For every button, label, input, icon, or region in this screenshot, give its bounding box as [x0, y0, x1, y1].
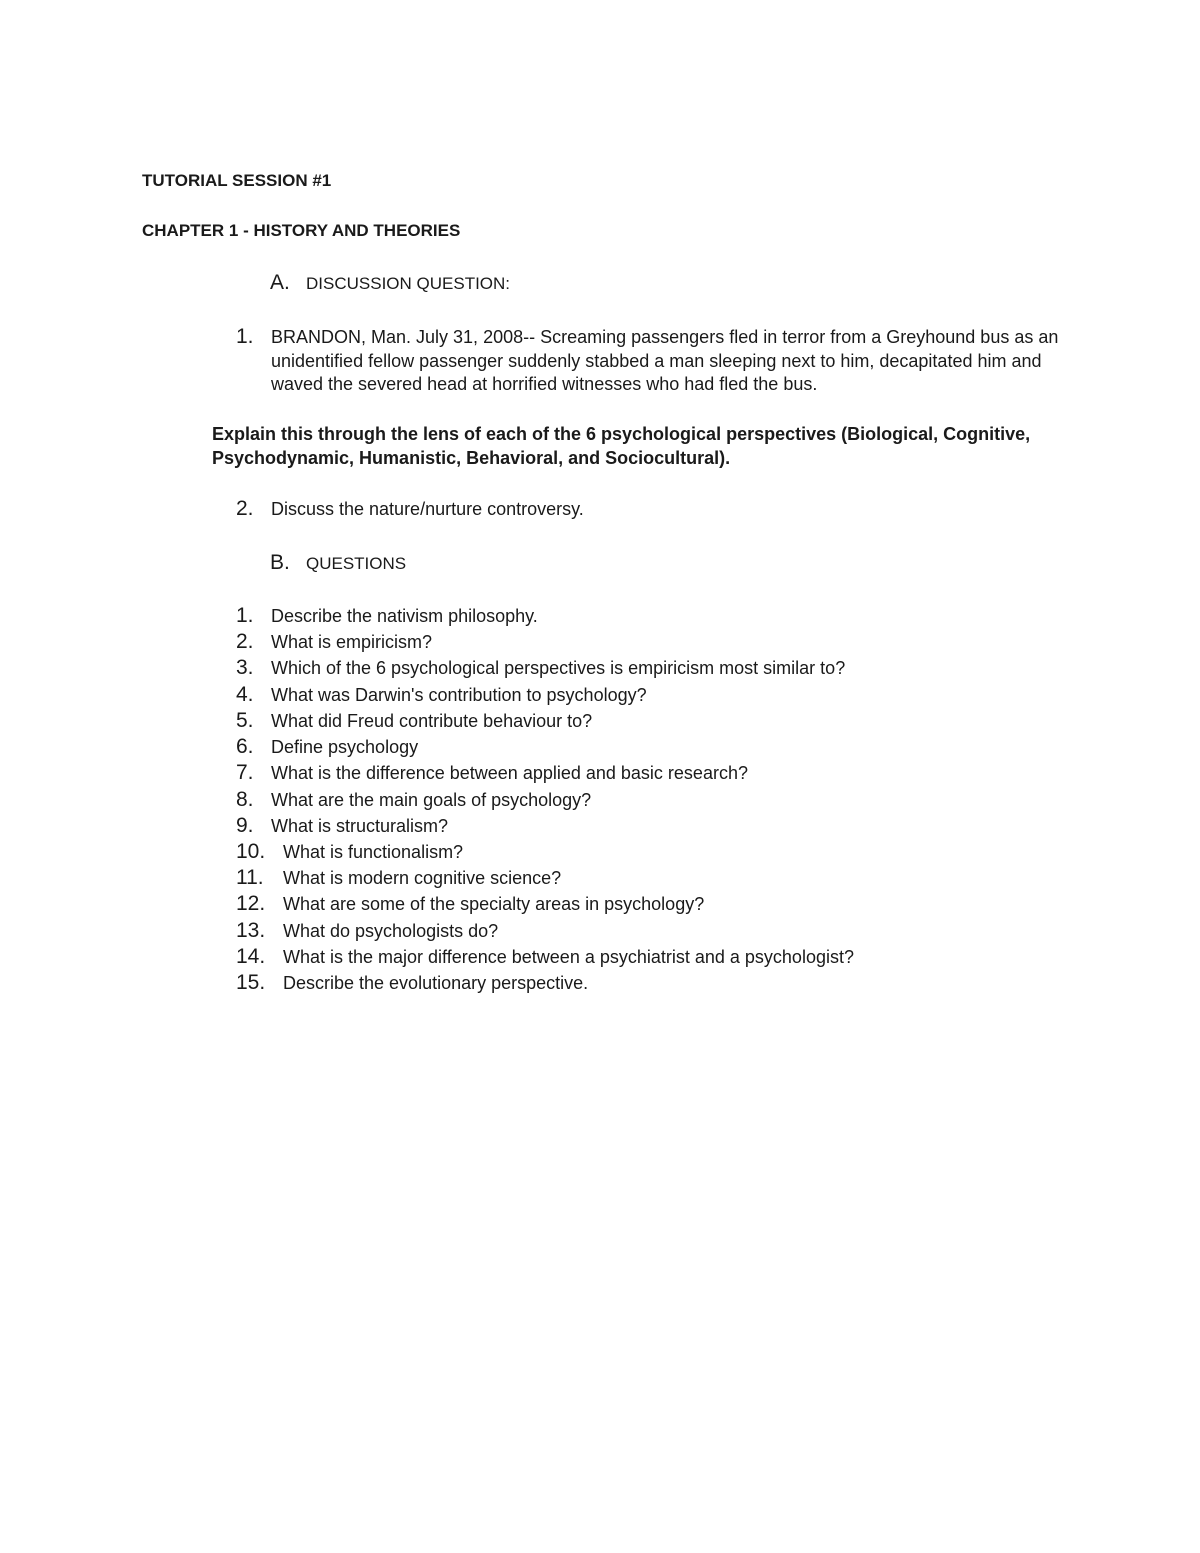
question-text: What are the main goals of psychology? — [271, 790, 592, 810]
discussion-instruction: Explain this through the lens of each of the 6 psychological perspectives (Biological, Cognitive, Psychodynamic, Humanistic, Behavioral, and Sociocultural). — [212, 424, 1031, 468]
question-number: 5. — [236, 709, 254, 732]
question-number: 9. — [236, 814, 254, 837]
question-text: What is modern cognitive science? — [283, 868, 562, 888]
question-text: What is the major difference between a psychiatrist and a psychologist? — [283, 947, 854, 967]
question-number: 6. — [236, 735, 254, 758]
question-text: Describe the nativism philosophy. — [271, 606, 538, 626]
discussion-item-number: 1. — [236, 325, 254, 348]
question-text: What is empiricism? — [271, 632, 433, 652]
section-b-label: QUESTIONS — [306, 554, 407, 573]
section-b-heading — [270, 551, 406, 575]
question-text: What was Darwin's contribution to psychology? — [271, 685, 647, 705]
question-number: 12. — [236, 892, 266, 915]
section-a-heading — [270, 271, 510, 295]
question-text: Describe the evolutionary perspective. — [283, 973, 589, 993]
section-a-letter: A. — [270, 271, 290, 294]
question-number: 7. — [236, 761, 254, 784]
question-text: What is structuralism? — [271, 816, 449, 836]
chapter-heading: CHAPTER 1 - HISTORY AND THEORIES — [142, 221, 461, 240]
section-b-letter: B. — [270, 551, 290, 574]
discussion-item-2-text: Discuss the nature/nurture controversy. — [271, 499, 584, 519]
question-text: What is functionalism? — [283, 842, 464, 862]
question-number: 4. — [236, 683, 254, 706]
question-number: 11. — [236, 866, 264, 889]
discussion-item-2-number: 2. — [236, 497, 254, 520]
question-text: Define psychology — [271, 737, 419, 757]
question-number: 13. — [236, 919, 266, 942]
question-number: 10. — [236, 840, 266, 863]
question-number: 14. — [236, 945, 266, 968]
question-text: What are some of the specialty areas in psychology? — [283, 894, 705, 914]
question-number: 2. — [236, 630, 254, 653]
question-number: 15. — [236, 971, 266, 994]
document-title: TUTORIAL SESSION #1 — [142, 171, 332, 190]
question-text: Which of the 6 psychological perspectives is empiricism most similar to? — [271, 658, 846, 678]
question-number: 8. — [236, 788, 254, 811]
question-text: What is the difference between applied and basic research? — [271, 763, 748, 783]
question-number: 1. — [236, 604, 254, 627]
question-text: What do psychologists do? — [283, 921, 499, 941]
question-number: 3. — [236, 656, 254, 679]
discussion-item-text: BRANDON, Man. July 31, 2008-- Screaming passengers fled in terror from a Greyhound bus as an unidentified fellow passenger suddenly stabbed a man sleeping next to him, decapitated him and waved the severed head at horrified witnesses who had fled the bus. — [271, 327, 1059, 394]
question-text: What did Freud contribute behaviour to? — [271, 711, 593, 731]
section-a-label: DISCUSSION QUESTION: — [306, 274, 511, 293]
